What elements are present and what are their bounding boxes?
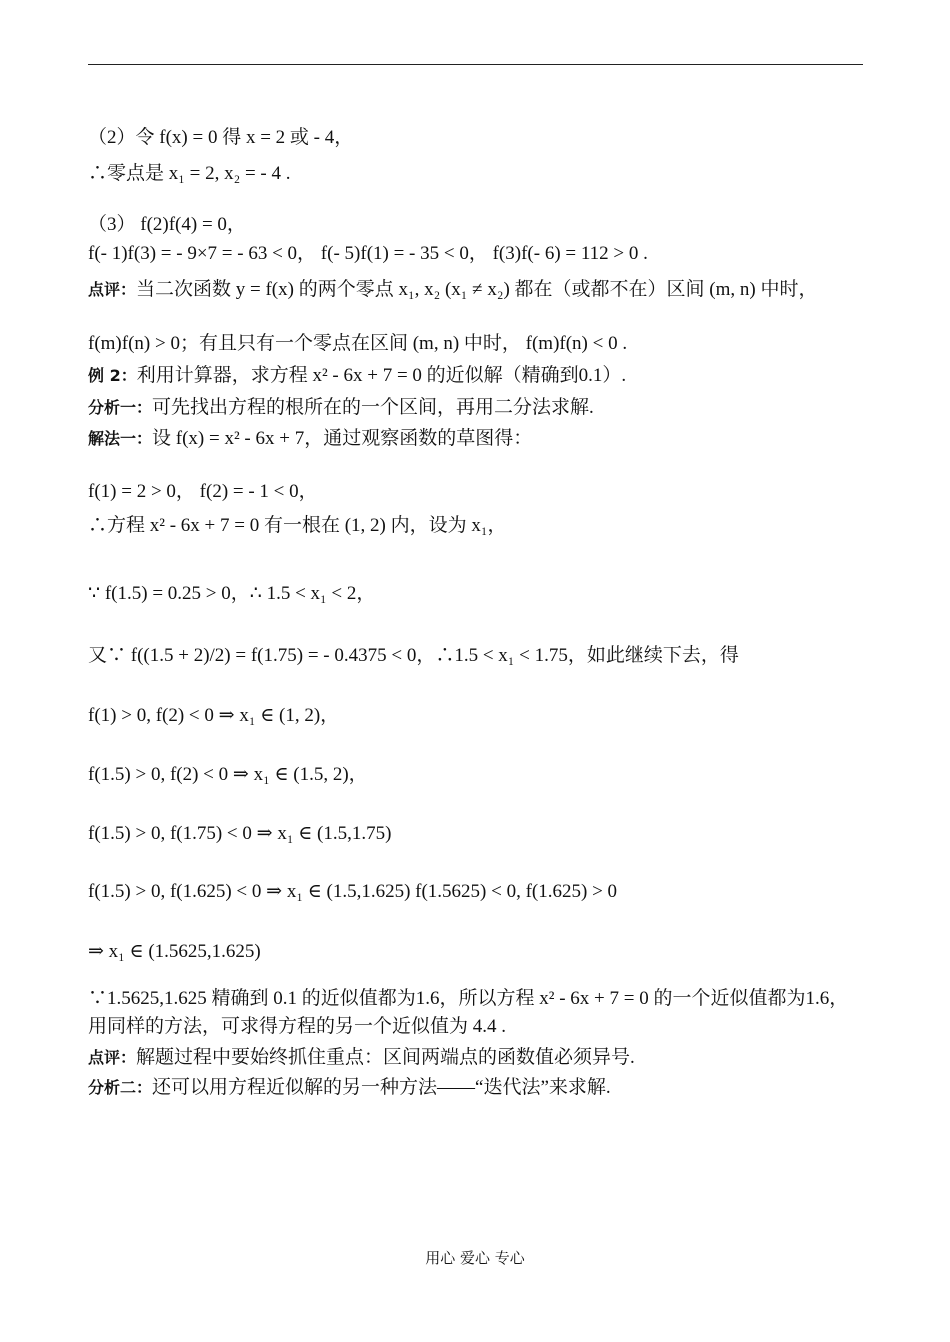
text-line: f(1.5) > 0, f(2) < 0 ⇒ x₁ ∈ (1.5, 2)， [88, 764, 368, 785]
text-line: ∴零点是 x₁ = 2, x₂ = - 4 . [88, 163, 291, 184]
text-line: f(1.5) > 0, f(1.75) < 0 ⇒ x₁ ∈ (1.5,1.75) [88, 823, 392, 844]
analysis-label: 分析一： [88, 398, 153, 417]
text-span: 利用计算器，求方程 x² - 6x + 7 = 0 的近似解（精确到0.1）. [136, 365, 627, 386]
text-line: 用同样的方法，可求得方程的另一个近似值为 4.4 . [88, 1016, 507, 1037]
text-line: ∴方程 x² - 6x + 7 = 0 有一根在 (1, 2) 内，设为 x₁， [88, 515, 507, 536]
text-line: ∵ f(1.5) = 0.25 > 0，∴ 1.5 < x₁ < 2， [88, 583, 376, 604]
analysis-line [88, 1077, 611, 1099]
example-label: 例 2： [88, 366, 137, 385]
text-span: 设 f(x) = x² - 6x + 7，通过观察函数的草图得： [152, 428, 533, 449]
solution-label: 解法一： [88, 429, 153, 448]
text-span: 解题过程中要始终抓住重点：区间两端点的函数值必须异号. [136, 1047, 635, 1068]
text-span: 还可以用方程近似解的另一种方法——“迭代法”来求解. [152, 1077, 611, 1098]
comment-line [88, 279, 817, 301]
text-line: f(1.5) > 0, f(1.625) < 0 ⇒ x₁ ∈ (1.5,1.625) f(1.5625) < 0, f(1.625) > 0 [88, 881, 618, 902]
analysis-line [88, 397, 594, 419]
text-line: 又∵ f((1.5 + 2)/2) = f(1.75) = - 0.4375 < 0，∴1.5 < x₁ < 1.75，如此继续下去，得 [88, 645, 739, 666]
text-line: f(m)f(n) > 0；有且只有一个零点在区间 (m, n) 中时， f(m)f(n) < 0 . [88, 333, 628, 354]
example-line [88, 365, 626, 387]
comment-line [88, 1047, 635, 1069]
text-span: 当二次函数 y = f(x) 的两个零点 x₁, x₂ (x₁ ≠ x₂) 都在（或都不在）区间 (m, n) 中时， [136, 279, 818, 300]
text-line: （2）令 f(x) = 0 得 x = 2 或 - 4， [88, 127, 354, 148]
text-line: ⇒ x₁ ∈ (1.5625,1.625) [88, 941, 261, 962]
text-line: ∵1.5625,1.625 精确到 0.1 的近似值都为1.6，所以方程 x² - 6x + 7 = 0 的一个近似值都为1.6， [88, 988, 849, 1009]
text-line: f(1) > 0, f(2) < 0 ⇒ x₁ ∈ (1, 2)， [88, 705, 340, 726]
comment-label: 点评： [88, 1048, 137, 1067]
text-line: f(1) = 2 > 0， f(2) = - 1 < 0， [88, 481, 318, 502]
page-footer: 用心 爱心 专心 [425, 1249, 525, 1267]
text-span: 可先找出方程的根所在的一个区间，再用二分法求解. [152, 397, 594, 418]
header-rule [88, 64, 863, 65]
text-line: f(- 1)f(3) = - 9×7 = - 63 < 0， f(- 5)f(1) = - 35 < 0， f(3)f(- 6) = 112 > 0 . [88, 243, 648, 264]
analysis-label: 分析二： [88, 1078, 153, 1097]
text-line: （3） f(2)f(4) = 0， [88, 214, 246, 235]
solution-line [88, 428, 532, 450]
comment-label: 点评： [88, 280, 137, 299]
